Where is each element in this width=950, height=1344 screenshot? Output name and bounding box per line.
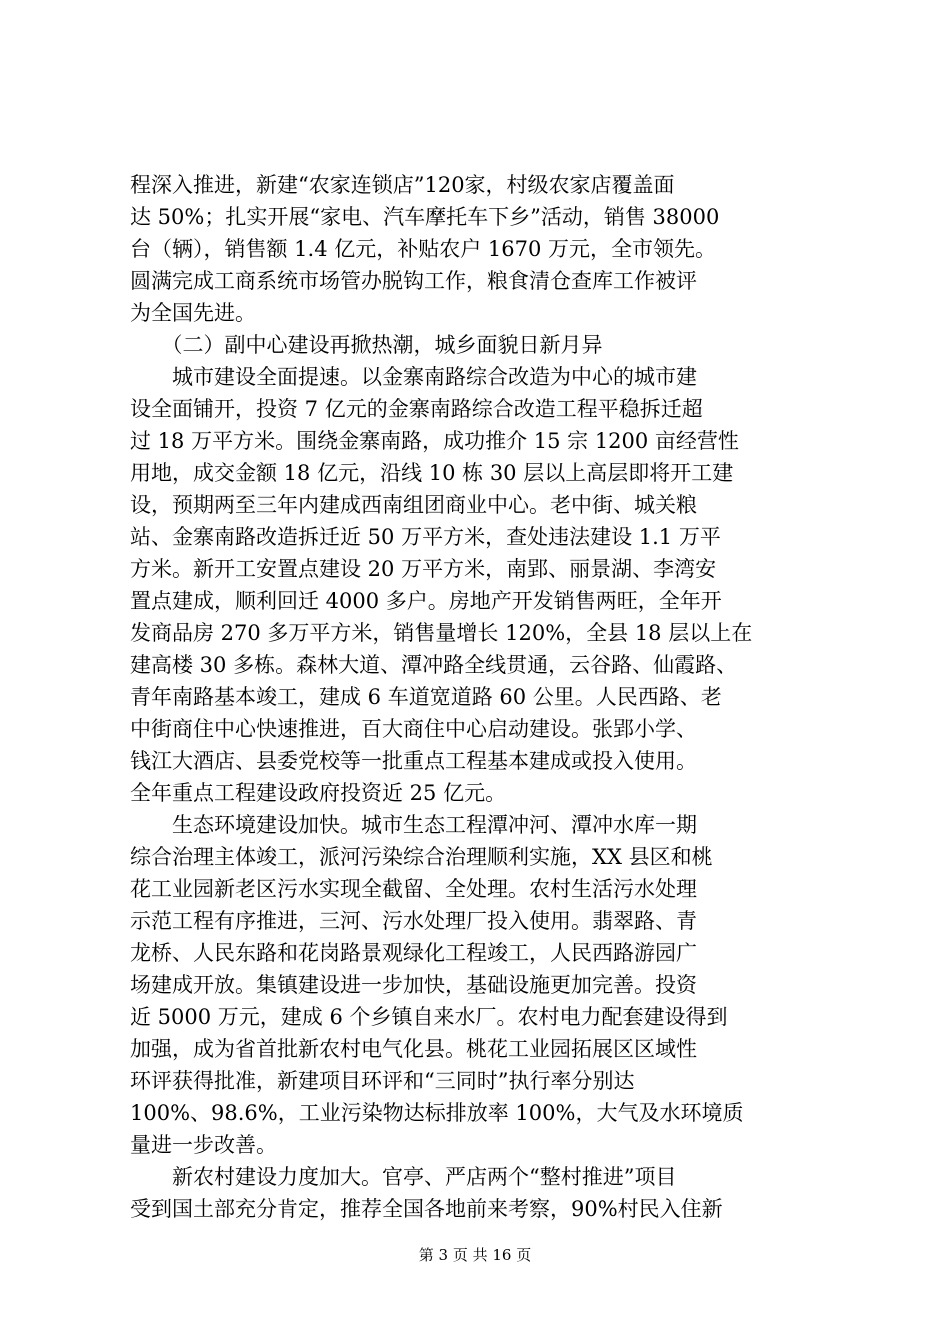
text-line: 建高楼 30 多栋。森林大道、潭冲路全线贯通，云谷路、仙霞路、	[130, 653, 738, 677]
text-line: 为全国先进。	[130, 301, 256, 325]
text-line: 综合治理主体竣工，派河污染综合治理顺利实施，XX 县区和桃	[130, 845, 713, 869]
text-line: 量进一步改善。	[130, 1133, 277, 1157]
text-line: 城市建设全面提速。以金寨南路综合改造为中心的城市建	[130, 365, 697, 389]
text-line: 设，预期两至三年内建成西南组团商业中心。老中街、城关粮	[130, 493, 697, 517]
text-line: 青年南路基本竣工，建成 6 车道宽道路 60 公里。人民西路、老	[130, 685, 722, 709]
text-line: 加强，成为省首批新农村电气化县。桃花工业园拓展区区域性	[130, 1037, 697, 1061]
text-line: 全年重点工程建设政府投资近 25 亿元。	[130, 781, 507, 805]
text-line: 发商品房 270 多万平方米，销售量增长 120%，全县 18 层以上在	[130, 621, 753, 645]
text-line: 受到国土部充分肯定，推荐全国各地前来考察，90%村民入住新	[130, 1197, 723, 1221]
text-line: 用地，成交金额 18 亿元，沿线 10 栋 30 层以上高层即将开工建	[130, 461, 734, 485]
text-line: 置点建成，顺利回迁 4000 多户。房地产开发销售两旺，全年开	[130, 589, 722, 613]
text-line: 方米。新开工安置点建设 20 万平方米，南郢、丽景湖、李湾安	[130, 557, 717, 581]
text-line: 圆满完成工商系统市场管办脱钩工作，粮食清仓查库工作被评	[130, 269, 697, 293]
text-line: 100%、98.6%，工业污染物达标排放率 100%，大气及水环境质	[130, 1101, 744, 1125]
text-line: 台（辆），销售额 1.4 亿元，补贴农户 1670 万元，全市领先。	[130, 237, 717, 261]
text-line: 新农村建设力度加大。官亭、严店两个“整村推进”项目	[130, 1165, 677, 1189]
text-line: 环评获得批准，新建项目环评和“三同时”执行率分别达	[130, 1069, 635, 1093]
document-body	[130, 169, 825, 1225]
text-line: 生态环境建设加快。城市生态工程潭冲河、潭冲水库一期	[130, 813, 697, 837]
text-line: （二）副中心建设再掀热潮，城乡面貌日新月异	[130, 333, 603, 357]
text-line: 站、金寨南路改造拆迁近 50 万平方米，查处违法建设 1.1 万平	[130, 525, 721, 549]
text-line: 近 5000 万元，建成 6 个乡镇自来水厂。农村电力配套建设得到	[130, 1005, 728, 1029]
text-line: 场建成开放。集镇建设进一步加快，基础设施更加完善。投资	[130, 973, 697, 997]
text-line: 中街商住中心快速推进，百大商住中心启动建设。张郢小学、	[130, 717, 697, 741]
text-line: 程深入推进，新建“农家连锁店”120家，村级农家店覆盖面	[130, 173, 675, 197]
page-footer: 第 3 页 共 16 页	[418, 1246, 532, 1264]
text-line: 花工业园新老区污水实现全截留、全处理。农村生活污水处理	[130, 877, 697, 901]
text-line: 龙桥、人民东路和花岗路景观绿化工程竣工，人民西路游园广	[130, 941, 697, 965]
text-line: 达 50%；扎实开展“家电、汽车摩托车下乡”活动，销售 38000	[130, 205, 720, 229]
text-line: 设全面铺开，投资 7 亿元的金寨南路综合改造工程平稳拆迁超	[130, 397, 703, 421]
text-line: 钱江大酒店、县委党校等一批重点工程基本建成或投入使用。	[130, 749, 697, 773]
text-line: 过 18 万平方米。围绕金寨南路，成功推介 15 宗 1200 亩经营性	[130, 429, 739, 453]
text-line: 示范工程有序推进，三河、污水处理厂投入使用。翡翠路、青	[130, 909, 697, 933]
